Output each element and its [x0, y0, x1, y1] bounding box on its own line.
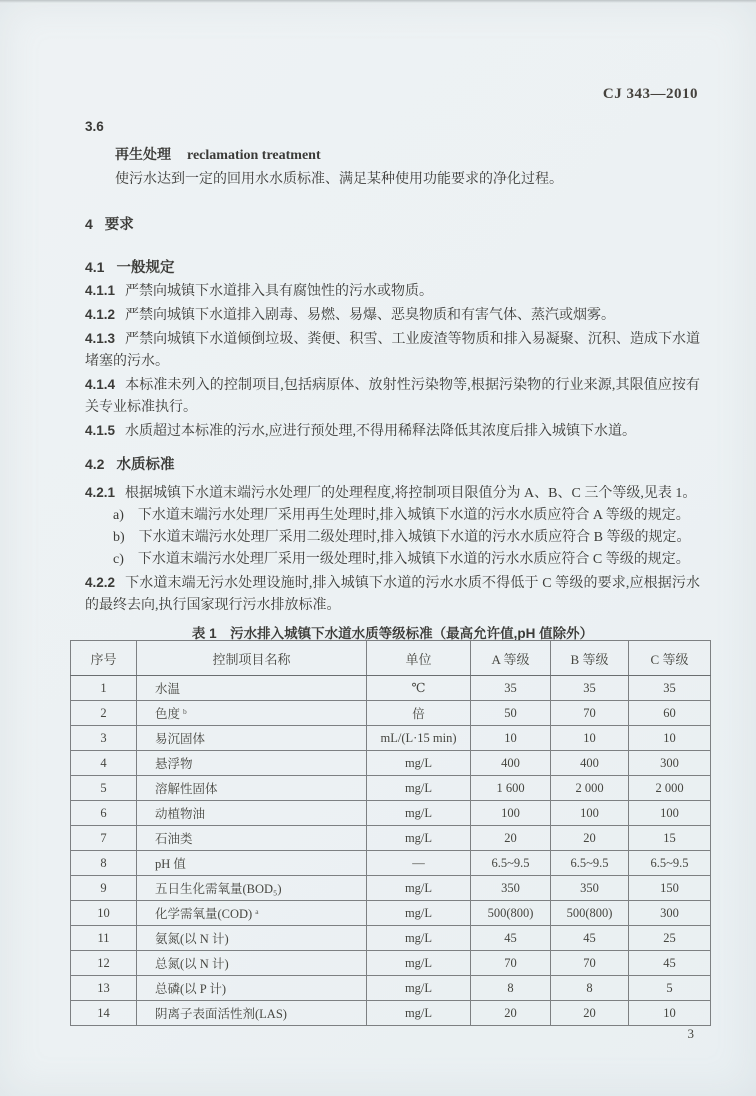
footnote-mark: a [255, 907, 259, 916]
cell-unit: mg/L [367, 801, 471, 826]
cell-grade-b: 70 [551, 951, 629, 976]
cell-grade-b: 8 [551, 976, 629, 1001]
clause-number: 4.1.4 [85, 377, 116, 392]
subitem-label: b) [113, 530, 125, 545]
cell-grade-b: 100 [551, 801, 629, 826]
table-row [71, 726, 711, 751]
cell-name: 动植物油 [137, 801, 367, 826]
cell-grade-c: 2 000 [629, 776, 711, 801]
table-row [71, 826, 711, 851]
cell-index: 1 [71, 676, 137, 701]
page-number: 3 [687, 1026, 694, 1041]
cell-unit: mg/L [367, 926, 471, 951]
cell-grade-b: 400 [551, 751, 629, 776]
cell-grade-c: 25 [629, 926, 711, 951]
cell-grade-b: 500(800) [551, 901, 629, 926]
subitem-b [113, 527, 700, 549]
clause-number: 4.1.1 [85, 283, 116, 298]
cell-grade-b: 45 [551, 926, 629, 951]
cell-grade-b: 2 000 [551, 776, 629, 801]
table-row [71, 801, 711, 826]
cell-name: 溶解性固体 [137, 776, 367, 801]
column-header-index: 序号 [71, 641, 137, 676]
subitem-text: 下水道末端污水处理厂采用二级处理时,排入城镇下水道的污水水质应符合 B 等级的规定。 [138, 530, 691, 545]
cell-grade-c: 15 [629, 826, 711, 851]
cell-unit: mg/L [367, 876, 471, 901]
column-header-unit: 单位 [367, 641, 471, 676]
cell-name: 氨氮(以 N 计) [137, 926, 367, 951]
cell-grade-a: 45 [471, 926, 551, 951]
subitem-c [113, 549, 700, 571]
cell-grade-a: 1 600 [471, 776, 551, 801]
cell-grade-b: 20 [551, 1001, 629, 1026]
cell-grade-a: 10 [471, 726, 551, 751]
cell-name: 水温 [137, 676, 367, 701]
cell-grade-a: 400 [471, 751, 551, 776]
cell-grade-a: 20 [471, 826, 551, 851]
cell-unit: mg/L [367, 1001, 471, 1026]
clause-4-1-1 [85, 280, 700, 303]
cell-grade-a: 8 [471, 976, 551, 1001]
section-title: 一般规定 [116, 260, 175, 276]
table-row [71, 751, 711, 776]
cell-grade-a: 70 [471, 951, 551, 976]
cell-index: 12 [71, 951, 137, 976]
cell-name: 石油类 [137, 826, 367, 851]
cell-grade-b: 35 [551, 676, 629, 701]
cell-grade-c: 300 [629, 901, 711, 926]
cell-unit: ℃ [367, 676, 471, 701]
cell-index: 6 [71, 801, 137, 826]
cell-grade-c: 45 [629, 951, 711, 976]
footnote-mark: b [183, 707, 187, 716]
cell-unit: mg/L [367, 901, 471, 926]
table-row [71, 851, 711, 876]
cell-unit: mg/L [367, 976, 471, 1001]
section-4-heading [85, 213, 700, 236]
table-row [71, 926, 711, 951]
cell-name: 五日生化需氧量(BOD₅) [137, 876, 367, 901]
clause-number: 4.1.5 [85, 423, 116, 438]
cell-unit: 倍 [367, 701, 471, 726]
cell-index: 3 [71, 726, 137, 751]
cell-unit: mg/L [367, 776, 471, 801]
cell-grade-b: 350 [551, 876, 629, 901]
cell-grade-b: 10 [551, 726, 629, 751]
cell-name: 易沉固体 [137, 726, 367, 751]
clause-4-1-5 [85, 420, 700, 443]
clause-text: 严禁向城镇下水道排入剧毒、易燃、易爆、恶臭物质和有害气体、蒸汽或烟雾。 [125, 308, 616, 323]
cell-index: 7 [71, 826, 137, 851]
cell-grade-a: 500(800) [471, 901, 551, 926]
table-1-title: 表 1 污水排入城镇下水道水质等级标准（最高允许值,pH 值除外） [191, 626, 594, 641]
cell-grade-c: 5 [629, 976, 711, 1001]
section-4-1-heading [85, 256, 700, 279]
cell-index: 10 [71, 901, 137, 926]
cell-grade-c: 100 [629, 801, 711, 826]
clause-number: 4.1.2 [85, 307, 116, 322]
cell-name: 悬浮物 [137, 751, 367, 776]
water-quality-grade-table [70, 640, 711, 1026]
cell-index: 8 [71, 851, 137, 876]
cell-grade-c: 300 [629, 751, 711, 776]
table-header-row [71, 641, 711, 676]
section-4-2-heading [85, 453, 700, 476]
clause-4-1-2 [85, 304, 700, 327]
cell-name: 阴离子表面活性剂(LAS) [137, 1001, 367, 1026]
section-title: 水质标准 [116, 457, 175, 473]
cell-grade-c: 35 [629, 676, 711, 701]
clause-text: 水质超过本标准的污水,应进行预处理,不得用稀释法降低其浓度后排入城镇下水道。 [125, 424, 637, 439]
section-title: 要求 [104, 217, 134, 233]
clause-4-1-3 [85, 328, 700, 373]
section-number: 4.2 [85, 456, 105, 472]
standard-code: CJ 343—2010 [602, 86, 698, 102]
cell-unit: — [367, 851, 471, 876]
term-definition-text: 使污水达到一定的回用水水质标准、满足某种使用功能要求的净化过程。 [115, 172, 563, 187]
cell-index: 4 [71, 751, 137, 776]
subitem-label: a) [113, 508, 124, 523]
clause-text: 严禁向城镇下水道排入具有腐蚀性的污水或物质。 [125, 284, 434, 299]
section-number: 4 [85, 216, 93, 232]
cell-unit: mg/L [367, 751, 471, 776]
column-header-grade-c: C 等级 [629, 641, 711, 676]
subitem-text: 下水道末端污水处理厂采用一级处理时,排入城镇下水道的污水水质应符合 C 等级的规定。 [137, 552, 690, 567]
cell-grade-b: 70 [551, 701, 629, 726]
cell-index: 9 [71, 876, 137, 901]
cell-unit: mg/L [367, 826, 471, 851]
document-body [85, 116, 700, 659]
subitem-text: 下水道末端污水处理厂采用再生处理时,排入城镇下水道的污水水质应符合 A 等级的规定。 [137, 508, 690, 523]
cell-name: 总磷(以 P 计) [137, 976, 367, 1001]
table-body [71, 676, 711, 1026]
cell-name: 色度 $^b$ [137, 701, 367, 726]
cell-index: 11 [71, 926, 137, 951]
section-number: 4.1 [85, 259, 105, 275]
column-header-grade-a: A 等级 [471, 641, 551, 676]
term-english: reclamation treatment [187, 148, 321, 163]
clause-number: 3.6 [85, 119, 104, 134]
clause-text: 严禁向城镇下水道倾倒垃圾、粪便、积雪、工业废渣等物质和排入易凝聚、沉积、造成下水道堵塞的污水。 [85, 332, 700, 369]
clause-number: 4.2.1 [85, 485, 116, 500]
cell-grade-a: 100 [471, 801, 551, 826]
column-header-item-name: 控制项目名称 [137, 641, 367, 676]
clause-number: 4.2.2 [85, 575, 116, 590]
subitem-a [113, 505, 700, 527]
cell-index: 14 [71, 1001, 137, 1026]
table-row [71, 701, 711, 726]
cell-unit: mg/L [367, 951, 471, 976]
table-row [71, 976, 711, 1001]
clause-3-6-number [85, 116, 700, 139]
column-header-grade-b: B 等级 [551, 641, 629, 676]
term-chinese: 再生处理 [115, 146, 171, 162]
term-definition-heading [115, 143, 700, 167]
cell-name: pH 值 [137, 851, 367, 876]
table-row [71, 901, 711, 926]
cell-grade-c: 6.5~9.5 [629, 851, 711, 876]
clause-text: 下水道末端无污水处理设施时,排入城镇下水道的污水水质不得低于 C 等级的要求,应根据污水的最终去向,执行国家现行污水排放标准。 [85, 576, 700, 613]
cell-grade-b: 20 [551, 826, 629, 851]
table-row [71, 876, 711, 901]
cell-grade-a: 6.5~9.5 [471, 851, 551, 876]
cell-grade-c: 60 [629, 701, 711, 726]
cell-index: 5 [71, 776, 137, 801]
clause-4-2-1 [85, 482, 700, 505]
table-row [71, 1001, 711, 1026]
table-row [71, 951, 711, 976]
cell-grade-a: 35 [471, 676, 551, 701]
cell-grade-a: 50 [471, 701, 551, 726]
cell-name: 总氮(以 N 计) [137, 951, 367, 976]
clause-4-1-4 [85, 374, 700, 419]
cell-index: 13 [71, 976, 137, 1001]
table-row [71, 776, 711, 801]
cell-unit: mL/(L·15 min) [367, 726, 471, 751]
clause-text: 本标准未列入的控制项目,包括病原体、放射性污染物等,根据污染物的行业来源,其限值应按有关专业标准执行。 [85, 378, 700, 415]
cell-index: 2 [71, 701, 137, 726]
cell-name: 化学需氧量(COD) $^a$ [137, 901, 367, 926]
cell-grade-c: 10 [629, 726, 711, 751]
clause-text: 根据城镇下水道末端污水处理厂的处理程度,将控制项目限值分为 A、B、C 三个等级,见表 1。 [125, 486, 697, 501]
cell-grade-a: 350 [471, 876, 551, 901]
clause-4-2-2 [85, 572, 700, 617]
cell-grade-c: 150 [629, 876, 711, 901]
cell-grade-b: 6.5~9.5 [551, 851, 629, 876]
clause-number: 4.1.3 [85, 331, 116, 346]
table-row [71, 676, 711, 701]
subitem-label: c) [113, 552, 124, 567]
cell-grade-c: 10 [629, 1001, 711, 1026]
cell-grade-a: 20 [471, 1001, 551, 1026]
